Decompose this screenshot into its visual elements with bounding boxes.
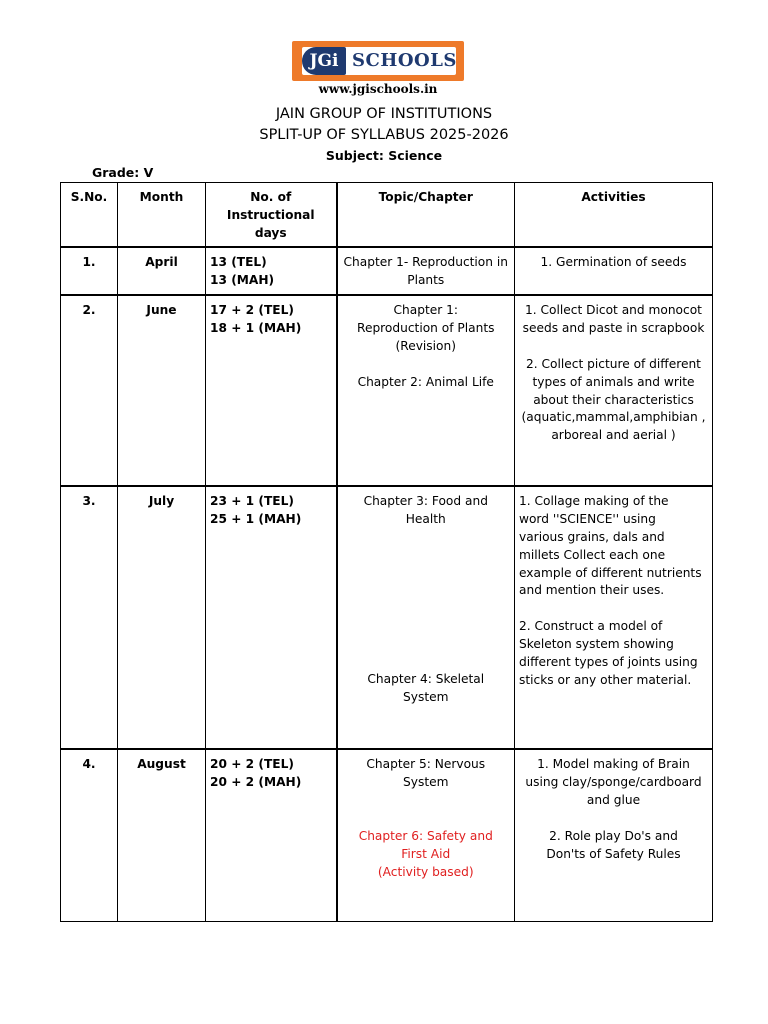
activity-item: 1. Collage making of the word ''SCIENCE'' using various grains, dals and millets Collect each one example of different nutrients and mention their uses. (519, 494, 702, 598)
table-row (61, 749, 713, 921)
days-tel: 23 + 1 (TEL) (210, 494, 294, 509)
logo-mark: JGi (302, 47, 346, 75)
col-header-topic: Topic/Chapter (337, 183, 515, 248)
logo-badge (292, 41, 464, 81)
subject-label: Subject: Science (325, 148, 443, 163)
cell-month: August (118, 749, 206, 921)
table-row (61, 486, 713, 749)
cell-sno: 3. (61, 486, 118, 749)
cell-month: June (118, 295, 206, 486)
topic-item: Chapter 2: Animal Life (357, 374, 494, 389)
cell-sno: 2. (61, 295, 118, 486)
col-header-activities: Activities (515, 183, 713, 248)
cell-month: April (118, 247, 206, 295)
cell-days (206, 486, 337, 749)
topic-item-highlighted: Chapter 6: Safety and First Aid (358, 828, 493, 861)
logo-name: SCHOOLS (352, 50, 457, 71)
col-header-month: Month (118, 183, 206, 248)
grade-label: Grade: V (92, 165, 154, 180)
activity-item: 2. Collect picture of different types of animals and write about their characteristics (aquatic,mammal,amphibian , arboreal and aerial ) (521, 356, 706, 443)
topic-item: Chapter 1- Reproduction in Plants (343, 255, 508, 288)
institution-title: JAIN GROUP OF INSTITUTIONS (275, 106, 493, 122)
activity-item: 2. Construct a model of Skeleton system showing different types of joints using sticks or any other material. (519, 619, 698, 687)
activity-item: 1. Germination of seeds (540, 255, 687, 270)
days-mah: 13 (MAH) (210, 273, 275, 288)
days-mah: 20 + 2 (MAH) (210, 775, 302, 790)
days-mah: 25 + 1 (MAH) (210, 512, 302, 527)
topic-item: Chapter 1: Reproduction of Plants (Revision) (357, 303, 495, 353)
cell-activities (515, 749, 713, 921)
cell-month: July (118, 486, 206, 749)
cell-activities (515, 295, 713, 486)
cell-topic (337, 486, 515, 749)
activity-item: 1. Model making of Brain using clay/sponge/cardboard and glue (525, 757, 702, 807)
col-header-sno: S.No. (61, 183, 118, 248)
table-row (61, 247, 713, 295)
syllabus-table (60, 182, 713, 922)
days-tel: 13 (TEL) (210, 255, 267, 270)
topic-item: Chapter 4: Skeletal System (367, 671, 485, 704)
cell-days (206, 295, 337, 486)
document-title: SPLIT-UP OF SYLLABUS 2025-2026 (259, 127, 509, 143)
activity-item: 1. Collect Dicot and monocot seeds and paste in scrapbook (522, 303, 705, 336)
topic-note: (Activity based) (377, 864, 474, 879)
cell-activities (515, 486, 713, 749)
cell-activities (515, 247, 713, 295)
topic-item: Chapter 5: Nervous System (366, 757, 486, 790)
logo-url: www.jgischools.in (318, 82, 438, 96)
cell-sno: 4. (61, 749, 118, 921)
cell-topic (337, 295, 515, 486)
activity-item: 2. Role play Do's and Don'ts of Safety Rules (546, 828, 681, 861)
school-logo (292, 41, 464, 96)
cell-days (206, 749, 337, 921)
table-header-row (61, 183, 713, 248)
cell-topic (337, 749, 515, 921)
days-tel: 17 + 2 (TEL) (210, 303, 294, 318)
table-row (61, 295, 713, 486)
col-header-days: No. of Instructional days (206, 183, 337, 248)
cell-days (206, 247, 337, 295)
topic-item: Chapter 3: Food and Health (363, 494, 488, 527)
days-mah: 18 + 1 (MAH) (210, 321, 302, 336)
days-tel: 20 + 2 (TEL) (210, 757, 294, 772)
cell-sno: 1. (61, 247, 118, 295)
cell-topic (337, 247, 515, 295)
